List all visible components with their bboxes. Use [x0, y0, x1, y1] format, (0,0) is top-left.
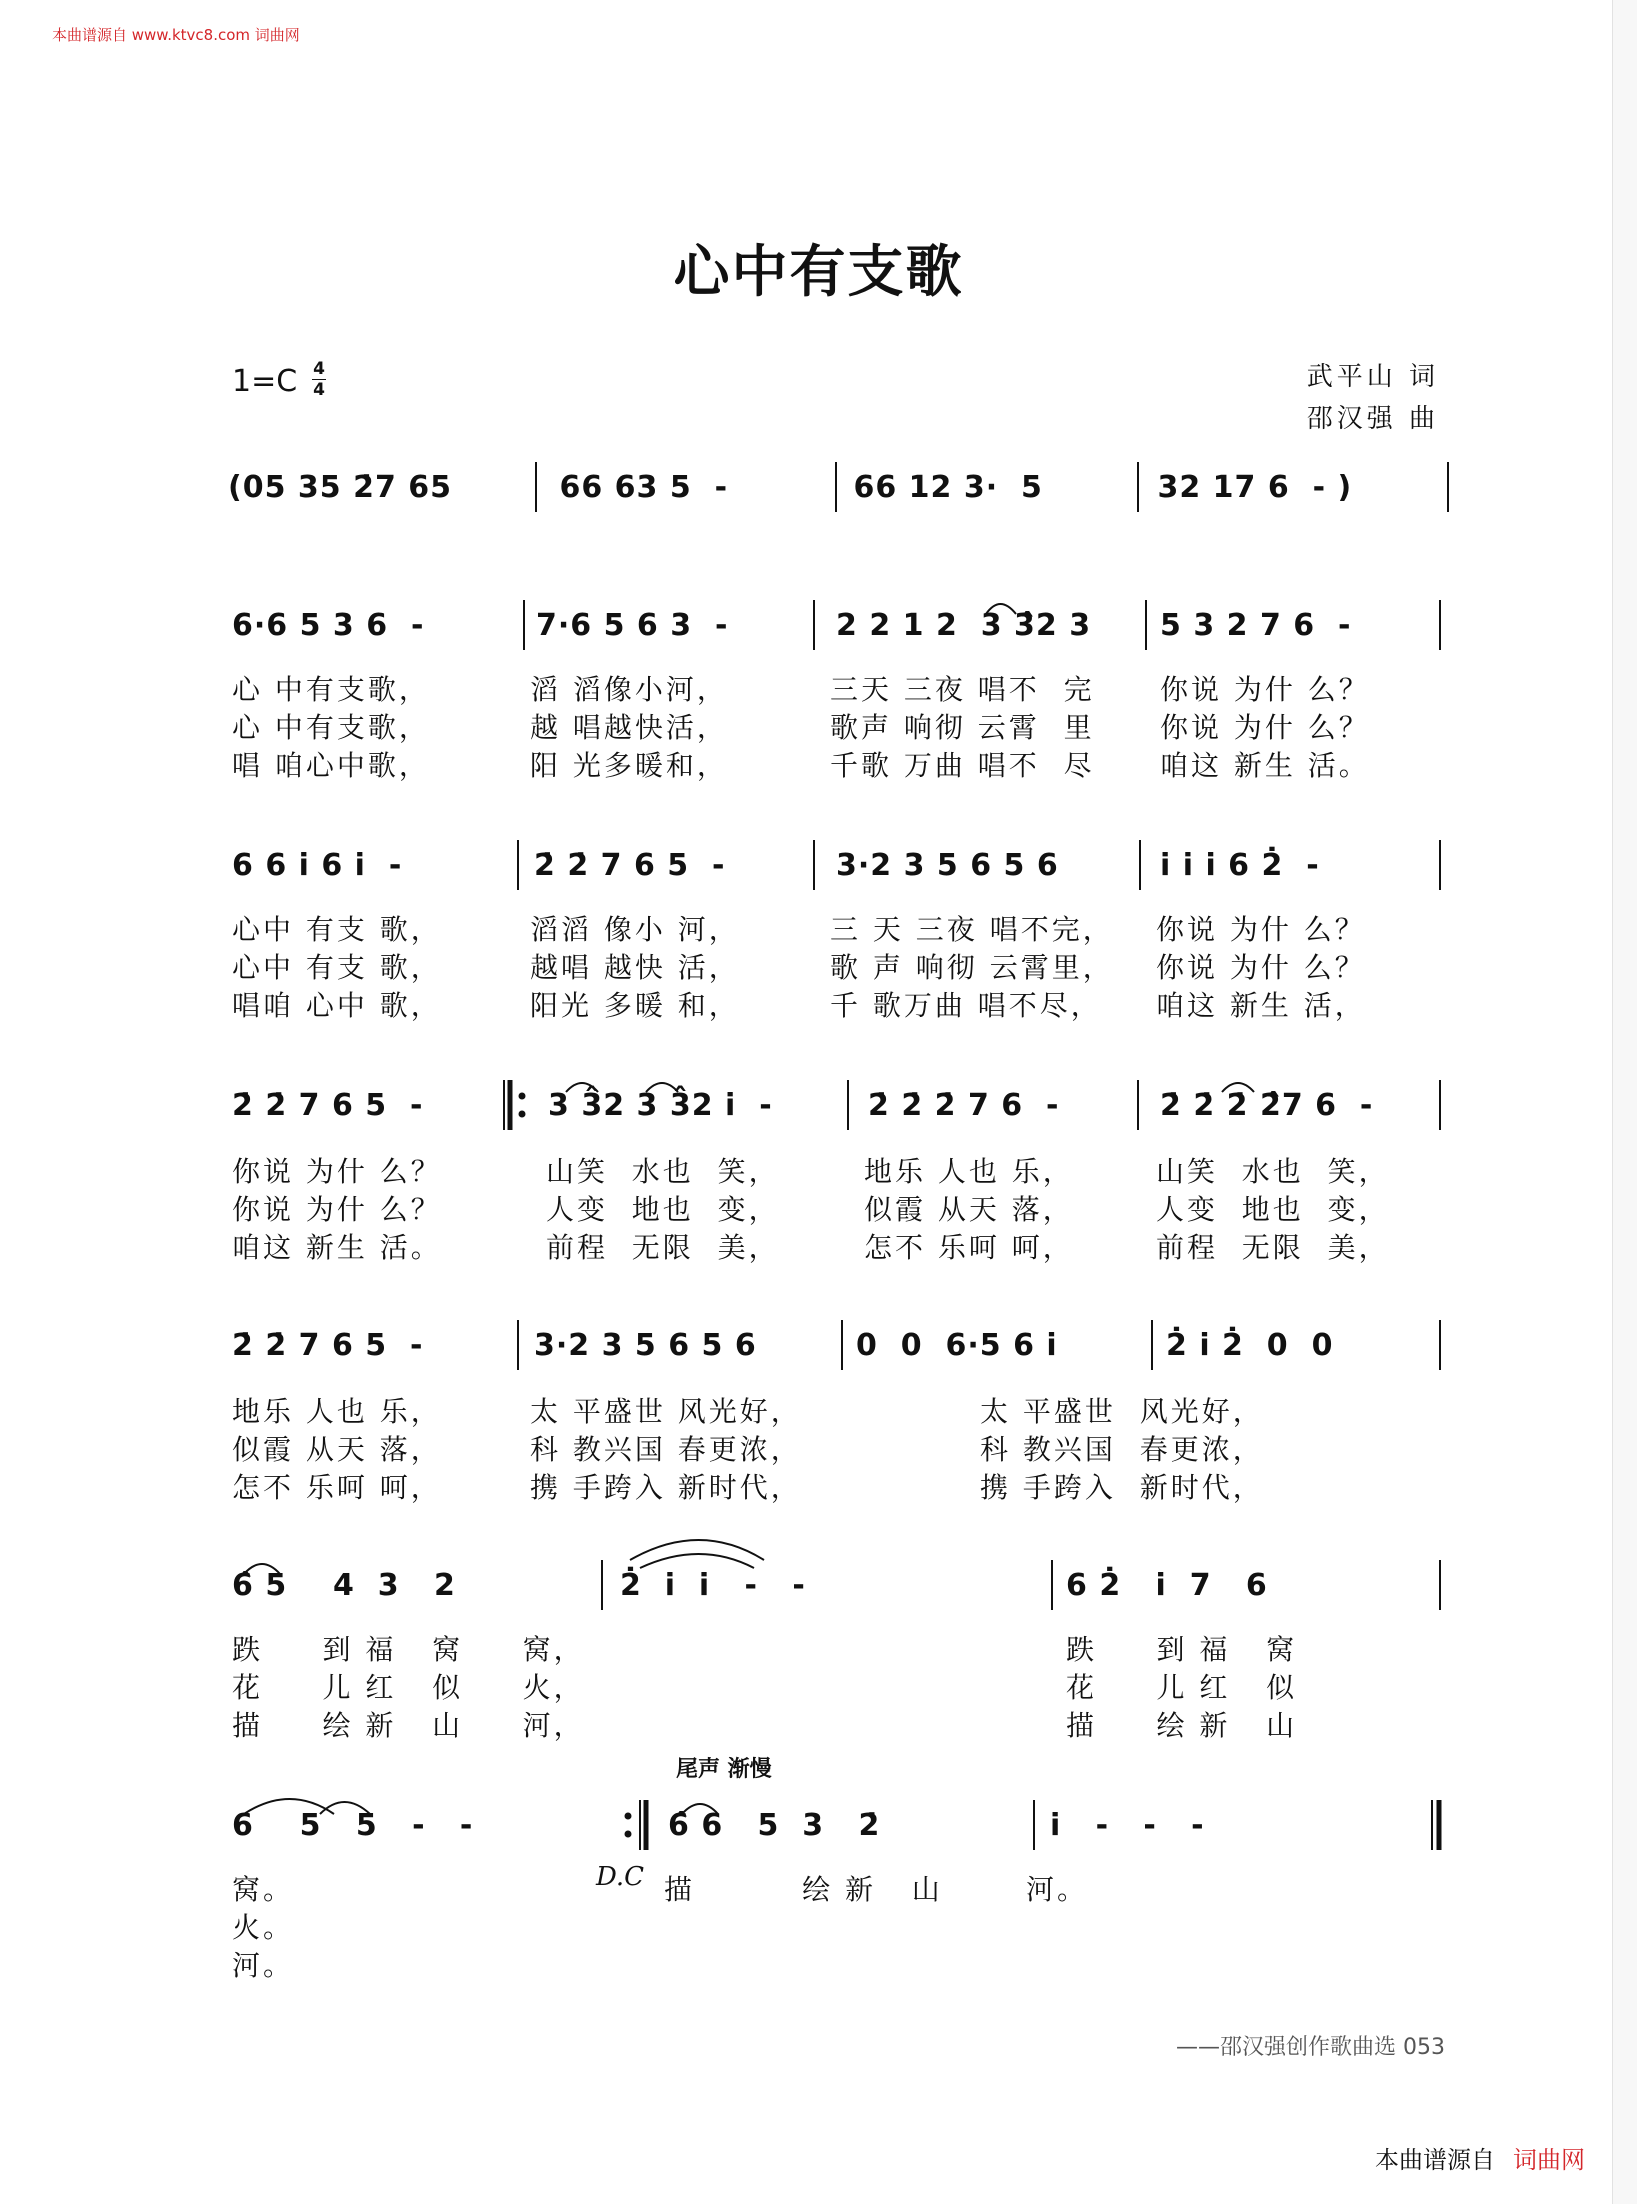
lyric-2-1c: 三天 三夜 唱不 完 [830, 673, 1095, 706]
system-7-m3: i - - - [1050, 1808, 1205, 1843]
lyric-3-1d: 你说 为什 么？ [1156, 913, 1366, 946]
system-2-m4: 5 3 2 7 6 - [1160, 608, 1352, 643]
system-2-m3: 2 2 1 2 3 3̂2 3 [836, 608, 1092, 643]
system-5-m4: 2̇ i 2̇ 0 0 [1166, 1328, 1334, 1363]
lyric-5-1c: 太 平盛世 风光好， [980, 1395, 1264, 1428]
system-4-m4: 2̇ 2̇ 2̇ 2̂7 6 - [1160, 1088, 1374, 1123]
slur [682, 1804, 718, 1814]
system-2-m1: 6·6 5 3 6 - [232, 608, 425, 643]
system-3-m3: 3·2 3 5 6 5 6 [836, 848, 1059, 883]
system-1-m2: 66 63 5 - [548, 470, 740, 505]
lyric-3-1a: 心中 有支 歌， [232, 913, 442, 946]
lyric-4-2a: 你说 为什 么？ [232, 1193, 442, 1226]
slur [646, 1083, 678, 1092]
system-5-m3: 0 0 6·5 6 i [856, 1328, 1058, 1363]
slur [244, 1564, 280, 1574]
lyric-4-3a: 咱这 新生 活。 [232, 1231, 442, 1264]
lyric-2-1b: 滔 滔像小河， [530, 673, 728, 706]
lyric-5-1b: 太 平盛世 风光好， [530, 1395, 802, 1428]
lyric-2-3b: 阳 光多暖和， [530, 749, 728, 782]
coda-label: 尾声 渐慢 [676, 1757, 772, 1782]
song-title: 心中有支歌 [673, 239, 964, 305]
lyric-7-1b: 描 绘 新 山 河。 [664, 1873, 1089, 1906]
source-credit-b: 词曲网 [1513, 2146, 1585, 2174]
slur [640, 1554, 754, 1568]
lyric-2-3d: 咱这 新生 活。 [1160, 749, 1370, 782]
lyric-5-1a: 地乐 人也 乐， [232, 1395, 442, 1428]
slur [244, 1799, 334, 1814]
page-footer: ——邵汉强创作歌曲选 053 [1176, 2035, 1445, 2060]
lyric-5-3a: 怎不 乐呵 呵， [232, 1471, 442, 1504]
lyricist-credit: 武平山 词 [1306, 362, 1439, 392]
lyric-3-2a: 心中 有支 歌， [232, 951, 442, 984]
repeat-dot [519, 1093, 526, 1100]
system-6-m2: 2̇ i i - - [620, 1568, 806, 1603]
dc-marking: D.C [596, 1862, 645, 1892]
system-1-m1: (05 35 2̇7 65 [228, 470, 464, 505]
system-5-m1: 2̇ 2̇ 7 6 5 - [232, 1328, 424, 1363]
lyric-7-1a: 窝。 [232, 1873, 295, 1906]
lyric-4-2d: 人变 地也 变， [1156, 1193, 1390, 1226]
lyric-3-1b: 滔滔 像小 河， [530, 913, 740, 946]
lyric-2-1d: 你说 为什 么？ [1160, 673, 1370, 706]
lyric-5-2c: 科 教兴国 春更浓， [980, 1433, 1264, 1466]
lyric-4-2b: 人变 地也 变， [546, 1193, 780, 1226]
lyric-7-3a: 河。 [232, 1949, 295, 1982]
key-signature: 1=C [232, 364, 298, 399]
lyric-3-3c: 千 歌万曲 唱不尽， [830, 989, 1102, 1022]
slur [1222, 1083, 1254, 1092]
lyric-3-3b: 阳光 多暖 和， [530, 989, 740, 1022]
lyric-2-2a: 心 中有支歌， [232, 711, 430, 744]
system-3-m1: 6 6 i 6 i - [232, 848, 403, 883]
lyric-4-1a: 你说 为什 么？ [232, 1155, 442, 1188]
source-credit-a: 本曲谱源自 [1375, 2146, 1495, 2174]
repeat-dot [625, 1813, 632, 1820]
lyric-2-2b: 越 唱越快活， [530, 711, 728, 744]
system-6-m1: 6̂ 5 4 3 2 [232, 1568, 456, 1603]
lyric-6-3a: 描 绘 新 山 河， [232, 1709, 585, 1742]
system-3-m2: 2̇ 2̇ 7 6 5 - [534, 848, 726, 883]
lyric-4-1b: 山笑 水也 笑， [546, 1155, 780, 1188]
system-6-m3: 6 2̇ i 7 6 [1066, 1568, 1268, 1603]
lyric-5-3c: 携 手跨入 新时代， [980, 1471, 1264, 1504]
time-top: 4 [313, 359, 325, 379]
lyric-3-2c: 歌 声 响彻 云霄里， [830, 951, 1114, 984]
system-2-m2: 7·6 5 6 3 - [536, 608, 729, 643]
slurs [244, 604, 1254, 1814]
system-3-m4: i i i 6 2̇ - [1160, 848, 1320, 883]
lyric-4-1d: 山笑 水也 笑， [1156, 1155, 1390, 1188]
lyric-2-2d: 你说 为什 么？ [1160, 711, 1370, 744]
lyric-5-3b: 携 手跨入 新时代， [530, 1471, 802, 1504]
composer-credit: 邵汉强 曲 [1306, 404, 1439, 434]
lyric-4-3b: 前程 无限 美， [546, 1231, 780, 1264]
lyric-4-1c: 地乐 人也 乐， [864, 1155, 1074, 1188]
system-7-m1: 6 5 5 - - [232, 1808, 474, 1843]
lyric-2-2c: 歌声 响彻 云霄 里 [830, 711, 1095, 744]
repeat-dot [519, 1111, 526, 1118]
lyric-5-2a: 似霞 从天 落， [232, 1433, 442, 1466]
system-1-m3: 66 12 3· 5 [842, 470, 1055, 505]
source-credit [1375, 2140, 1585, 2175]
slur [986, 604, 1016, 614]
system-7-m2: 6̂ 6 5 3 2̇ [668, 1808, 881, 1843]
slur [630, 1540, 764, 1560]
slur [566, 1083, 598, 1092]
lyric-4-2c: 似霞 从天 落， [864, 1193, 1074, 1226]
lyric-6-1a: 跌 到 福 窝 窝， [232, 1633, 585, 1666]
lyric-6-2b: 花 儿 红 似 [1066, 1671, 1298, 1704]
header-source-line: 本曲谱源自 www.ktvc8.com 词曲网 [52, 26, 300, 44]
system-4-m1: 2̇ 2̇ 7 6 5 - [232, 1088, 424, 1123]
repeat-dots [519, 1093, 632, 1838]
lyric-6-3b: 描 绘 新 山 [1066, 1709, 1298, 1742]
lyric-5-2b: 科 教兴国 春更浓， [530, 1433, 802, 1466]
lyric-6-1b: 跌 到 福 窝 [1066, 1633, 1298, 1666]
lyric-7-2a: 火。 [232, 1911, 295, 1944]
lyric-3-2b: 越唱 越快 活， [530, 951, 740, 984]
lyric-2-3c: 千歌 万曲 唱不 尽 [830, 749, 1095, 782]
system-1-m4: 32 17 6 - ) [1146, 470, 1353, 505]
repeat-dot [625, 1831, 632, 1838]
system-4-m3: 2̇ 2̇ 2̇ 7 6 - [868, 1088, 1060, 1123]
lyric-6-2a: 花 儿 红 似 火， [232, 1671, 585, 1704]
lyric-3-3a: 唱咱 心中 歌， [232, 989, 442, 1022]
lyric-3-3d: 咱这 新生 活， [1156, 989, 1366, 1022]
lyric-4-3d: 前程 无限 美， [1156, 1231, 1390, 1264]
bar-lines [504, 462, 1448, 1850]
lyric-3-2d: 你说 为什 么？ [1156, 951, 1366, 984]
lyric-4-3c: 怎不 乐呵 呵， [864, 1231, 1074, 1264]
lyric-2-1a: 心 中有支歌， [232, 673, 430, 706]
system-4-m2: 3 3̂2 3 3̂2 i - [548, 1088, 773, 1123]
time-bottom: 4 [313, 380, 325, 400]
lyric-2-3a: 唱 咱心中歌， [232, 749, 430, 782]
lyric-3-1c: 三 天 三夜 唱不完， [830, 913, 1114, 946]
slur [320, 1802, 370, 1814]
system-5-m2: 3·2 3 5 6 5 6 [534, 1328, 757, 1363]
